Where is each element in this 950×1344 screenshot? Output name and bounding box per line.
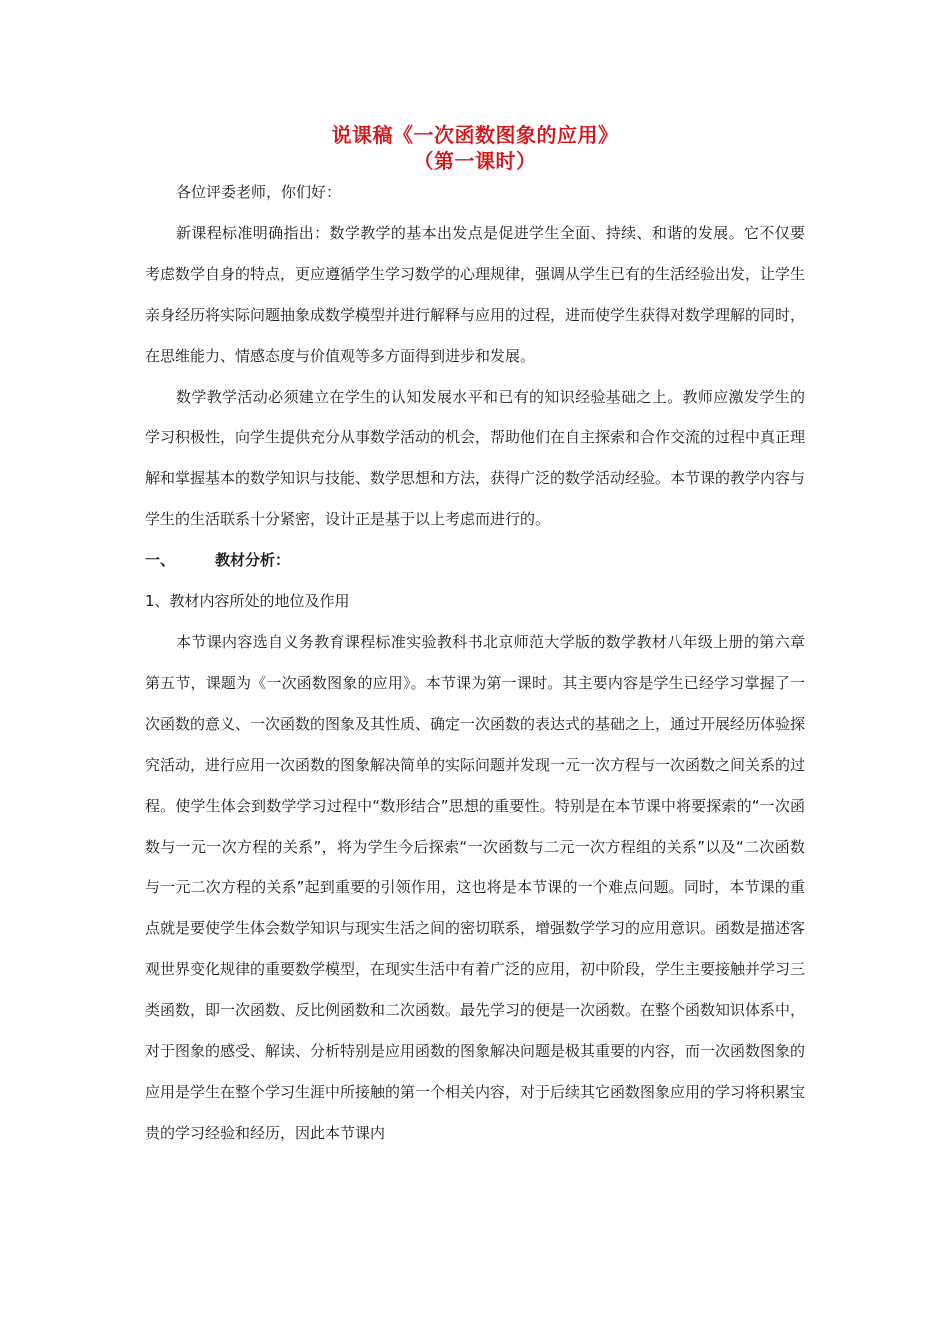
- greeting-paragraph: 各位评委老师，你们好：: [176, 183, 342, 201]
- paragraph-curriculum-standard: 新课程标准明确指出：数学教学的基本出发点是促进学生全面、持续、和谐的发展。它不仅要考虑数学自身的特点，更应遵循学生学习数学的心理规律，强调从学生已有的生活经验出发，让学生亲身经历将实际问题抽象成数学模型并进行解释与应用的过程，进而使学生获得对数学理解的同时，在思维能力、情感态度与价值观等多方面得到进步和发展。: [145, 223, 806, 365]
- section-title: 教材分析：: [215, 551, 291, 570]
- paragraph-content-analysis: 本节课内容选自义务教育课程标准实验教科书北京师范大学版的数学教材八年级上册的第六章第五节，课题为《一次函数图象的应用》。本节课为第一课时。其主要内容是学生已经学习掌握了一次函数的意义、一次函数的图象及其性质、确定一次函数的表达式的基础之上，通过开展经历体验探究活动，进行应用一次函数的图象解决简单的实际问题并发现一元一次方程与一次函数之间关系的过程。使学生体会到数学学习过程中“数形结合”思想的重要性。特别是在本节课中将要探索的“一次函数与一元一次方程的关系”，将为学生今后探索“一次函数与二元一次方程组的关系”以及“二次函数与一元二次方程的关系”起到重要的引领作用，这也将是本节课的一个难点问题。同时，本节课的重点就是要使学生体会数学知识与现实生活之间的密切联系，增强数学学习的应用意识。函数是描述客观世界变化规律的重要数学模型，在现实生活中有着广泛的应用，初中阶段，学生主要接触并学习三类函数，即一次函数、反比例函数和二次函数。最先学习的便是一次函数。在整个函数知识体系中，对于图象的感受、解读、分析特别是应用函数的图象解决问题是极其重要的内容，而一次函数图象的应用是学生在整个学习生涯中所接触的第一个相关内容，对于后续其它函数图象应用的学习将积累宝贵的学习经验和经历，因此本节课内: [145, 632, 806, 1142]
- document-body: [145, 172, 805, 1154]
- subsection-heading-position: 1、教材内容所处的地位及作用: [145, 592, 350, 611]
- paragraph-teaching-activity: 数学教学活动必须建立在学生的认知发展水平和已有的知识经验基础之上。教师应激发学生的学习积极性，向学生提供充分从事数学活动的机会，帮助他们在自主探索和合作交流的过程中真正理解和掌握基本的数学知识与技能、数学思想和方法，获得广泛的数学活动经验。本节课的教学内容与学生的生活联系十分紧密，设计正是基于以上考虑而进行的。: [145, 387, 806, 529]
- document-title: 说课稿《一次函数图象的应用》: [331, 123, 619, 147]
- section-heading-textbook-analysis: [145, 540, 805, 581]
- section-number: 一、: [145, 551, 176, 570]
- document-subtitle: （第一课时）: [413, 149, 537, 173]
